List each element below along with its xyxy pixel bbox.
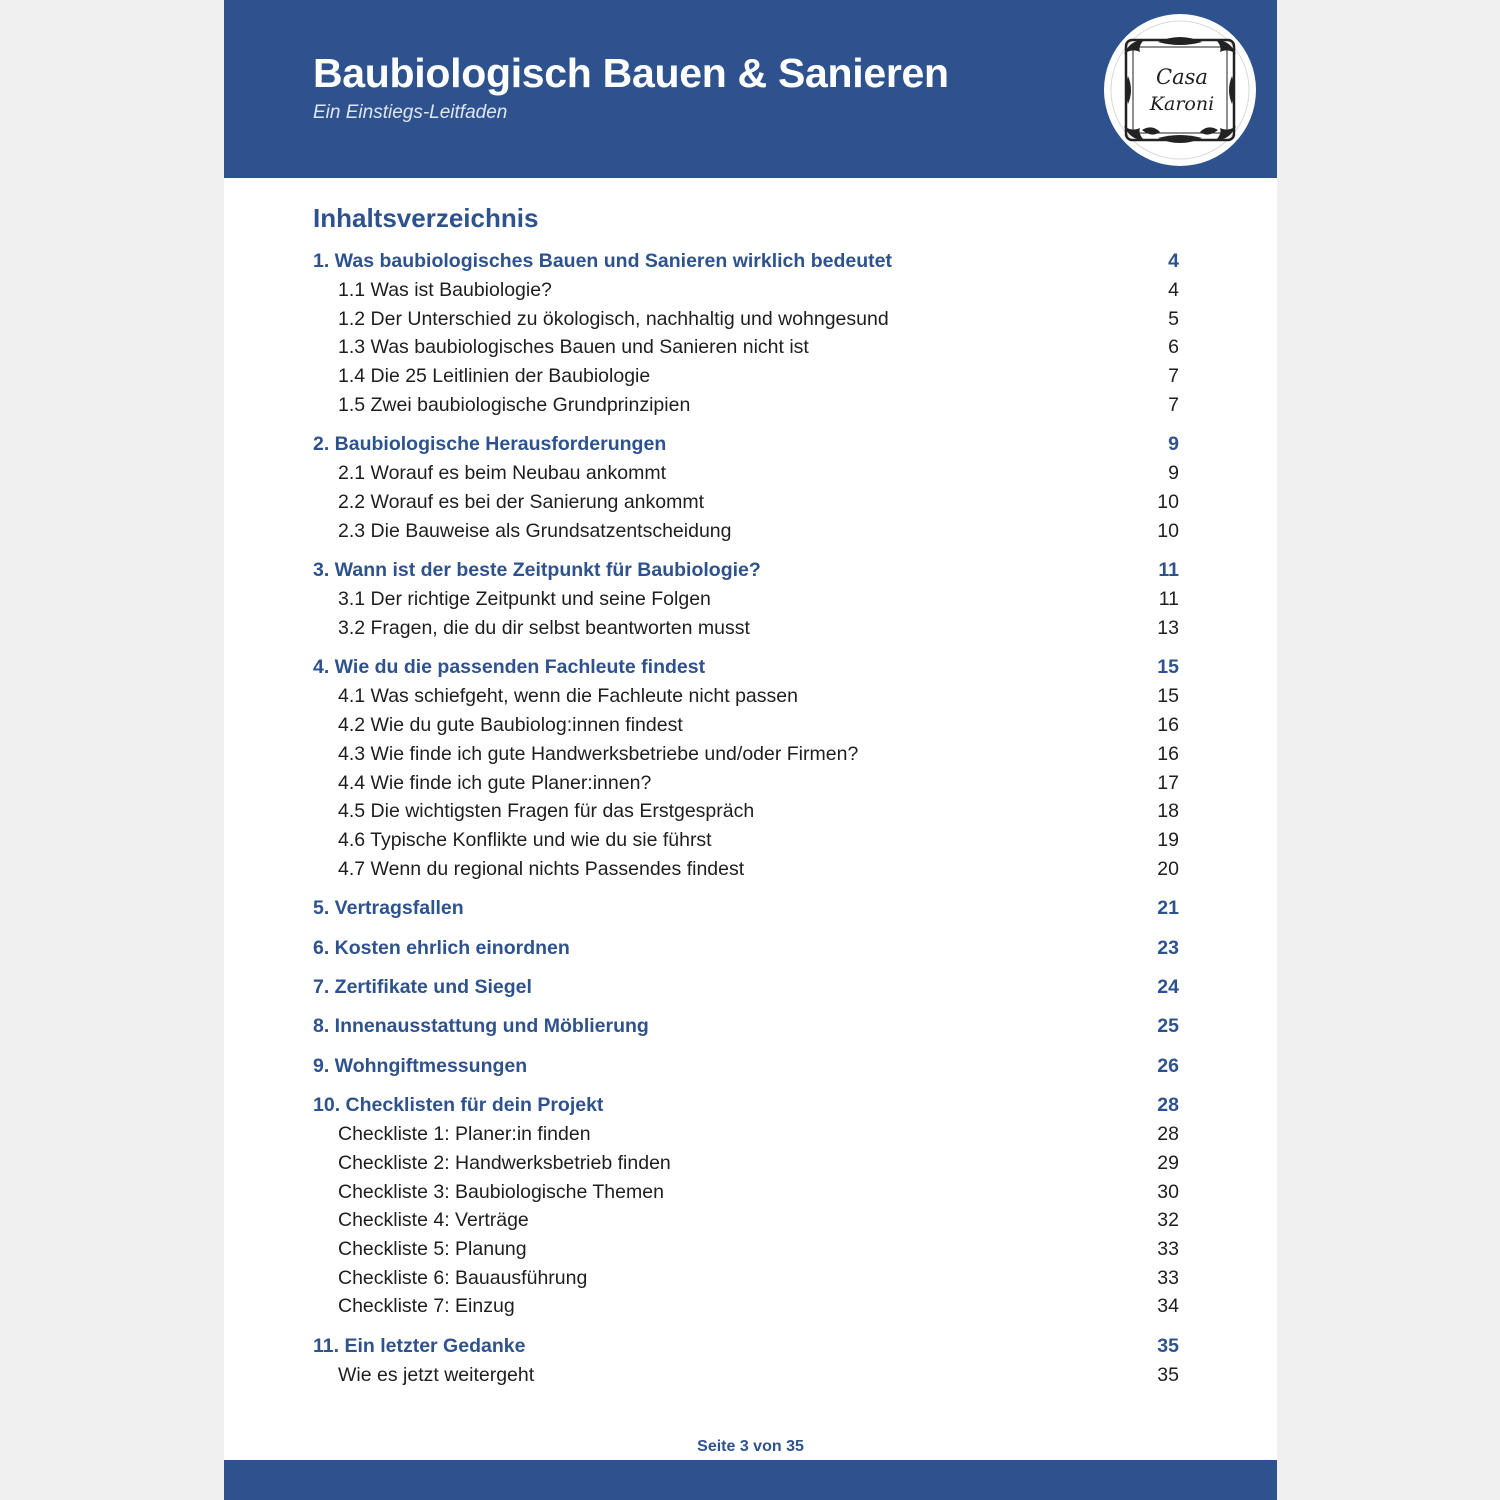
- toc-entry-page: 19: [1157, 828, 1179, 851]
- toc-section-entry[interactable]: [313, 711, 1179, 739]
- toc-entry-title: Checkliste 6: Bauausführung: [338, 1266, 588, 1289]
- toc-entry-page: 15: [1157, 656, 1179, 679]
- toc-entry-title: 4.4 Wie finde ich gute Planer:innen?: [338, 771, 652, 794]
- toc-entry-page: 10: [1157, 519, 1179, 542]
- toc-entry-page: 9: [1168, 433, 1179, 456]
- toc-entry-page: 23: [1157, 936, 1179, 959]
- toc-section-entry[interactable]: [313, 1149, 1179, 1177]
- logo-text-casa: Casa: [1156, 65, 1208, 89]
- toc-entry-page: 24: [1157, 975, 1179, 998]
- logo-text-karoni: Karoni: [1149, 93, 1215, 115]
- toc-chapter-entry[interactable]: [313, 1332, 1179, 1360]
- toc-entry-title: 7. Zertifikate und Siegel: [313, 975, 532, 998]
- toc-chapter-entry[interactable]: [313, 247, 1179, 275]
- toc-entry-title: 1.2 Der Unterschied zu ökologisch, nachhaltig und wohngesund: [338, 307, 889, 330]
- toc-chapter-entry[interactable]: [313, 430, 1179, 458]
- toc-section-entry[interactable]: [313, 391, 1179, 419]
- toc-section-entry[interactable]: [313, 459, 1179, 487]
- toc-chapter-entry[interactable]: [313, 556, 1179, 584]
- toc-entry-title: 2.3 Die Bauweise als Grundsatzentscheidung: [338, 519, 732, 542]
- toc-entry-title: Checkliste 2: Handwerksbetrieb finden: [338, 1151, 671, 1174]
- toc-entry-title: 4.1 Was schiefgeht, wenn die Fachleute nicht passen: [338, 685, 798, 708]
- toc-section-entry[interactable]: [313, 797, 1179, 825]
- toc-entry-page: 25: [1157, 1015, 1179, 1038]
- toc-entry-title: 4.7 Wenn du regional nichts Passendes findest: [338, 857, 745, 880]
- toc-section-entry[interactable]: [313, 1120, 1179, 1148]
- toc-entry-title: 3.2 Fragen, die du dir selbst beantworten musst: [338, 616, 750, 639]
- toc-entry-title: 6. Kosten ehrlich einordnen: [313, 936, 570, 959]
- toc-entry-page: 16: [1157, 742, 1179, 765]
- page-footer-bar: [224, 1460, 1277, 1500]
- toc-section-entry[interactable]: [313, 276, 1179, 304]
- toc-entry-title: 1.1 Was ist Baubiologie?: [338, 279, 552, 301]
- page-header: [224, 0, 1277, 178]
- toc-entry-title: Checkliste 3: Baubiologische Themen: [338, 1180, 664, 1203]
- toc-section-entry[interactable]: [313, 585, 1179, 613]
- toc-section-entry[interactable]: [313, 740, 1179, 768]
- toc-entry-page: 4: [1168, 279, 1179, 301]
- toc-entry-title: 1.4 Die 25 Leitlinien der Baubiologie: [338, 365, 651, 388]
- toc-entry-title: 4.5 Die wichtigsten Fragen für das Erstgespräch: [338, 800, 755, 823]
- toc-entry-title: 1.3 Was baubiologisches Bauen und Sanieren nicht ist: [338, 336, 809, 359]
- toc-entry-title: 2.1 Worauf es beim Neubau ankommt: [338, 462, 667, 485]
- toc-section-entry[interactable]: [313, 769, 1179, 797]
- toc-entry-page: 26: [1157, 1054, 1179, 1077]
- toc-entry-page: 5: [1168, 307, 1179, 330]
- toc-entry-page: 10: [1157, 491, 1179, 513]
- toc-entry-page: 11: [1158, 559, 1179, 582]
- toc-entry-page: 32: [1157, 1209, 1179, 1232]
- toc-entry-title: 9. Wohngiftmessungen: [313, 1054, 528, 1077]
- toc-entry-page: 18: [1157, 800, 1179, 823]
- toc-entry-title: Checkliste 7: Einzug: [338, 1295, 515, 1318]
- toc-entry-page: 34: [1157, 1295, 1179, 1318]
- toc-entry-page: 9: [1168, 462, 1179, 485]
- toc-entry-title: 1. Was baubiologisches Bauen und Sanieren wirklich bedeutet: [313, 250, 892, 272]
- page-number: Seite 3 von 35: [697, 1438, 804, 1455]
- toc-section-entry[interactable]: [313, 1292, 1179, 1320]
- toc-entry-title: 4. Wie du die passenden Fachleute findest: [313, 656, 706, 679]
- toc-entry-page: 21: [1157, 897, 1179, 920]
- toc-entry-page: 13: [1157, 616, 1179, 639]
- toc-entry-page: 7: [1168, 393, 1179, 416]
- toc-entry-title: 2.2 Worauf es bei der Sanierung ankommt: [338, 491, 705, 513]
- toc-entry-page: 7: [1168, 365, 1179, 388]
- toc-section-entry[interactable]: [313, 1361, 1179, 1389]
- toc-entry-title: 5. Vertragsfallen: [313, 897, 464, 920]
- toc-entry-title: Checkliste 4: Verträge: [338, 1209, 529, 1232]
- toc-heading: Inhaltsverzeichnis: [313, 203, 539, 233]
- toc-entry-page: 6: [1168, 336, 1179, 359]
- toc-section-entry[interactable]: [313, 1264, 1179, 1292]
- toc-chapter-entry[interactable]: [313, 1091, 1179, 1119]
- logo-icon: [1102, 12, 1258, 168]
- toc-entry-title: 4.2 Wie du gute Baubiolog:innen findest: [338, 714, 683, 737]
- toc-chapter-entry[interactable]: [313, 1052, 1179, 1080]
- toc-entry-page: 20: [1157, 857, 1179, 880]
- toc-entry-title: Checkliste 1: Planer:in finden: [338, 1123, 591, 1146]
- toc-section-entry[interactable]: [313, 1178, 1179, 1206]
- toc-chapter-entry[interactable]: [313, 1012, 1179, 1040]
- toc-entry-title: Wie es jetzt weitergeht: [338, 1363, 535, 1386]
- toc-section-entry[interactable]: [313, 826, 1179, 854]
- toc-chapter-entry[interactable]: [313, 973, 1179, 1001]
- toc-entry-title: 11. Ein letzter Gedanke: [313, 1334, 526, 1357]
- toc-entry-title: 8. Innenausstattung und Möblierung: [313, 1015, 649, 1038]
- toc-entry-page: 30: [1157, 1180, 1179, 1203]
- toc-entry-page: 11: [1158, 588, 1179, 611]
- toc-section-entry[interactable]: [313, 1235, 1179, 1263]
- toc-section-entry[interactable]: [313, 488, 1179, 516]
- toc-section-entry[interactable]: [313, 362, 1179, 390]
- toc-entry-title: 2. Baubiologische Herausforderungen: [313, 433, 667, 456]
- toc-entry-page: 35: [1157, 1363, 1179, 1386]
- toc-entry-page: 15: [1157, 685, 1179, 708]
- toc-entry-title: 4.6 Typische Konflikte und wie du sie führst: [338, 828, 712, 851]
- toc-entry-page: 28: [1157, 1094, 1179, 1117]
- toc-entry-page: 35: [1157, 1334, 1179, 1357]
- document-subtitle: Ein Einstiegs-Leitfaden: [313, 102, 508, 123]
- toc-chapter-entry[interactable]: [313, 653, 1179, 681]
- toc-entry-title: 1.5 Zwei baubiologische Grundprinzipien: [338, 393, 691, 416]
- toc-entry-page: 16: [1157, 714, 1179, 737]
- toc-chapter-entry[interactable]: [313, 894, 1179, 922]
- toc-section-entry[interactable]: [313, 305, 1179, 333]
- toc-section-entry[interactable]: [313, 682, 1179, 710]
- document-page: [224, 0, 1277, 1500]
- toc-section-entry[interactable]: [313, 614, 1179, 642]
- toc-entry-page: 33: [1157, 1266, 1179, 1289]
- toc-entry-page: 29: [1157, 1151, 1179, 1174]
- toc-entry-page: 28: [1157, 1123, 1179, 1146]
- toc-entry-page: 4: [1168, 250, 1179, 272]
- document-title: Baubiologisch Bauen & Sanieren: [313, 50, 949, 96]
- toc-entry-page: 33: [1157, 1237, 1179, 1260]
- toc-entry-title: 3. Wann ist der beste Zeitpunkt für Baubiologie?: [313, 559, 761, 582]
- toc-section-entry[interactable]: [313, 1206, 1179, 1234]
- casa-karoni-logo: [1102, 12, 1258, 168]
- toc-entry-title: 10. Checklisten für dein Projekt: [313, 1094, 604, 1117]
- toc-section-entry[interactable]: [313, 855, 1179, 883]
- toc-entry-title: Checkliste 5: Planung: [338, 1237, 527, 1260]
- toc-entry-title: 4.3 Wie finde ich gute Handwerksbetriebe und/oder Firmen?: [338, 742, 859, 765]
- toc-section-entry[interactable]: [313, 333, 1179, 361]
- toc-entry-title: 3.1 Der richtige Zeitpunkt und seine Folgen: [338, 588, 711, 611]
- toc-section-entry[interactable]: [313, 517, 1179, 545]
- toc-chapter-entry[interactable]: [313, 934, 1179, 962]
- toc-entry-page: 17: [1157, 771, 1179, 794]
